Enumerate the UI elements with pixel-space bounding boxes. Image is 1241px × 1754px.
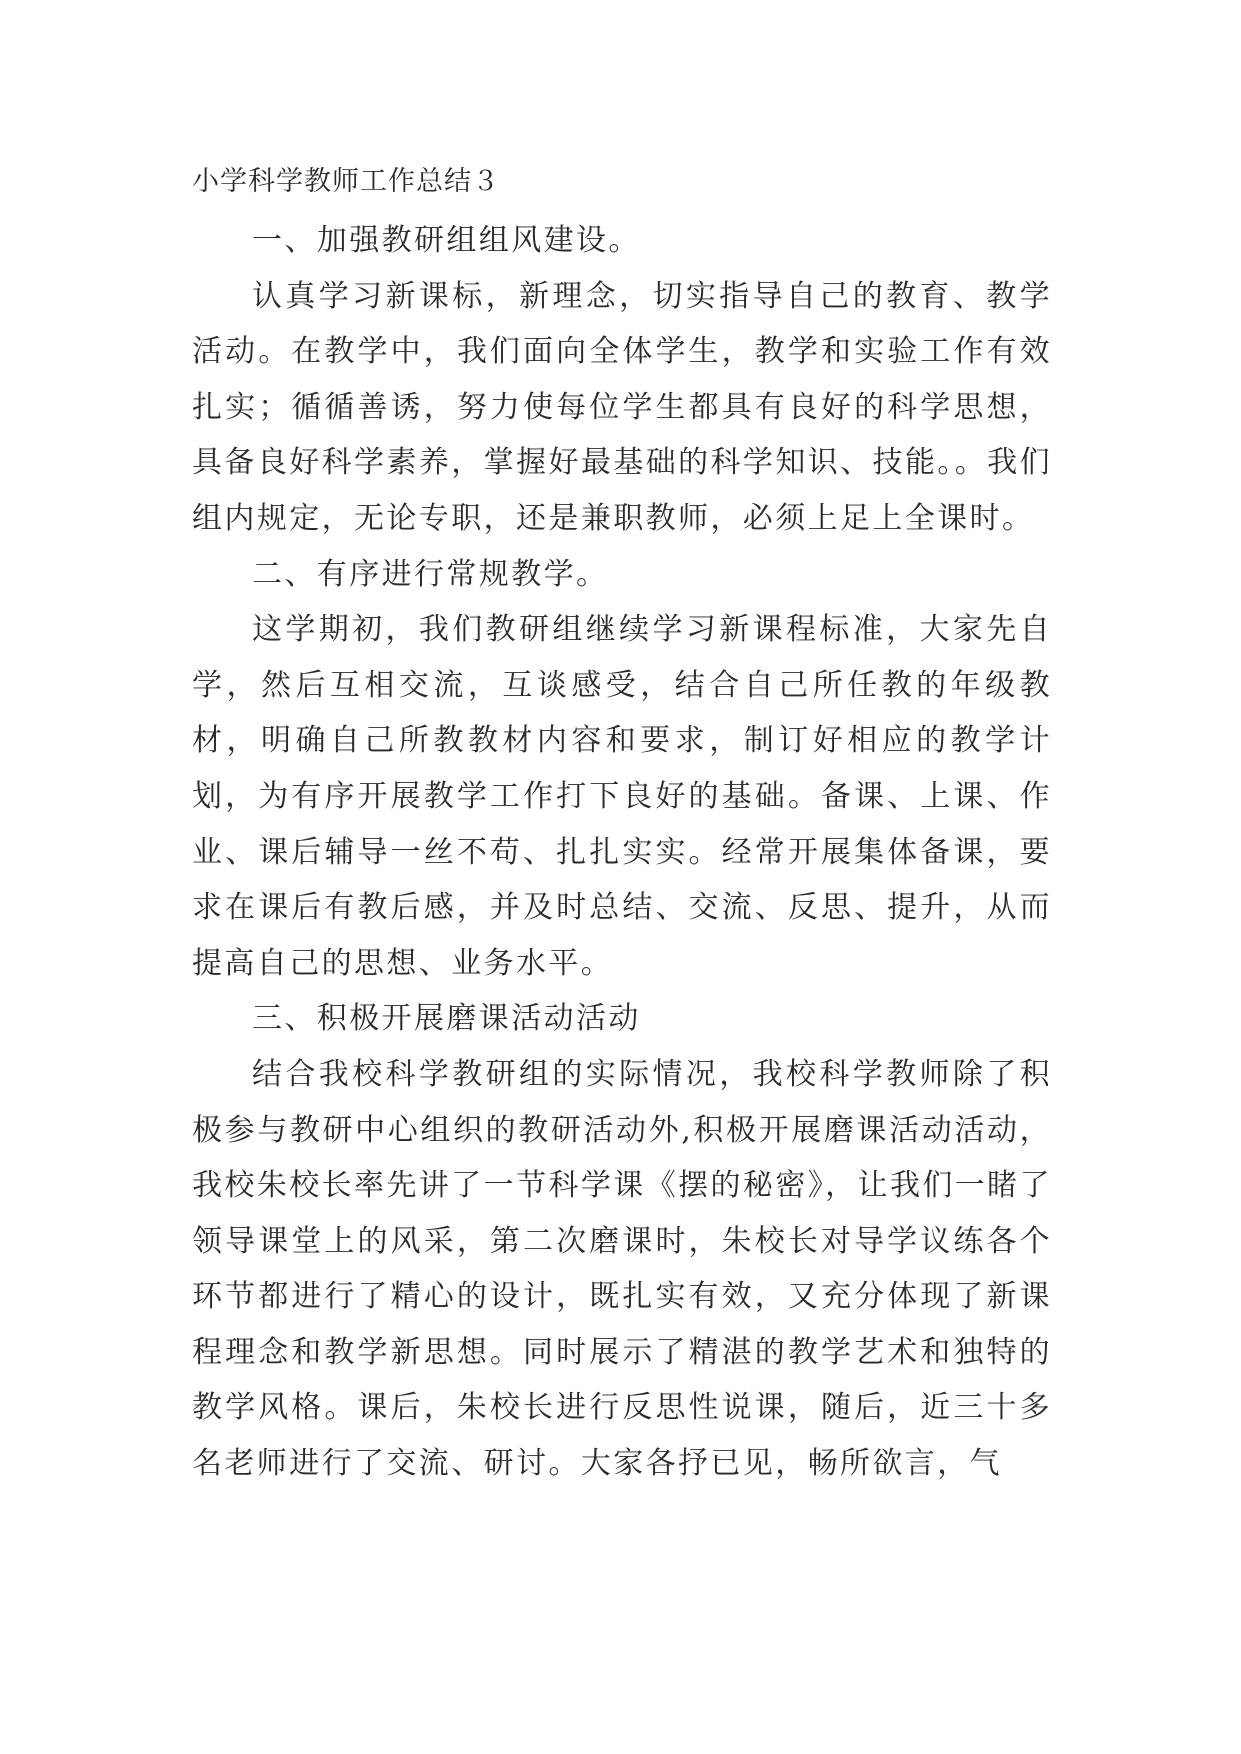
- section-heading-3: 三、积极开展磨课活动活动: [252, 1001, 641, 1037]
- body-paragraph-1: 认真学习新课标，新理念，切实指导自己的教育、教学活动。在教学中，我们面向全体学生，教学和实验工作有效扎实；循循善诱，努力使每位学生都具有良好的科学思想，具备良好科学素养，掌握好最基础的科学知识、技能。。我们组内规定，无论专职，还是兼职教师，必须上足上全课时。: [192, 278, 1052, 536]
- body-paragraph-2: 这学期初，我们教研组继续学习新课程标准，大家先自学，然后互相交流，互谈感受，结合自己所任教的年级教材，明确自己所教教材内容和要求，制订好相应的教学计划，为有序开展教学工作打下良好的基础。备课、上课、作业、课后辅导一丝不苟、扎扎实实。经常开展集体备课，要求在课后有教后感，并及时总结、交流、反思、提升，从而提高自己的思想、业务水平。: [192, 612, 1052, 981]
- document-body: [192, 162, 1052, 1492]
- section-heading-1: 一、加强教研组组风建设。: [252, 223, 641, 258]
- body-paragraph-3: 结合我校科学教研组的实际情况，我校科学教师除了积极参与教研中心组织的教研活动外,积极开展磨课活动活动，我校朱校长率先讲了一节科学课《摆的秘密》，让我们一睹了领导课堂上的风采，第二次磨课时，朱校长对导学议练各个环节都进行了精心的设计，既扎实有效，又充分体现了新课程理念和教学新思想。同时展示了精湛的教学艺术和独特的教学风格。课后，朱校长进行反思性说课，随后，近三十多名老师进行了交流、研讨。大家各抒已见，畅所欲言，气: [192, 1056, 1052, 1482]
- section-heading-2: 二、有序进行常规教学。: [252, 556, 609, 592]
- document-title: 小学科学教师工作总结３: [192, 166, 500, 197]
